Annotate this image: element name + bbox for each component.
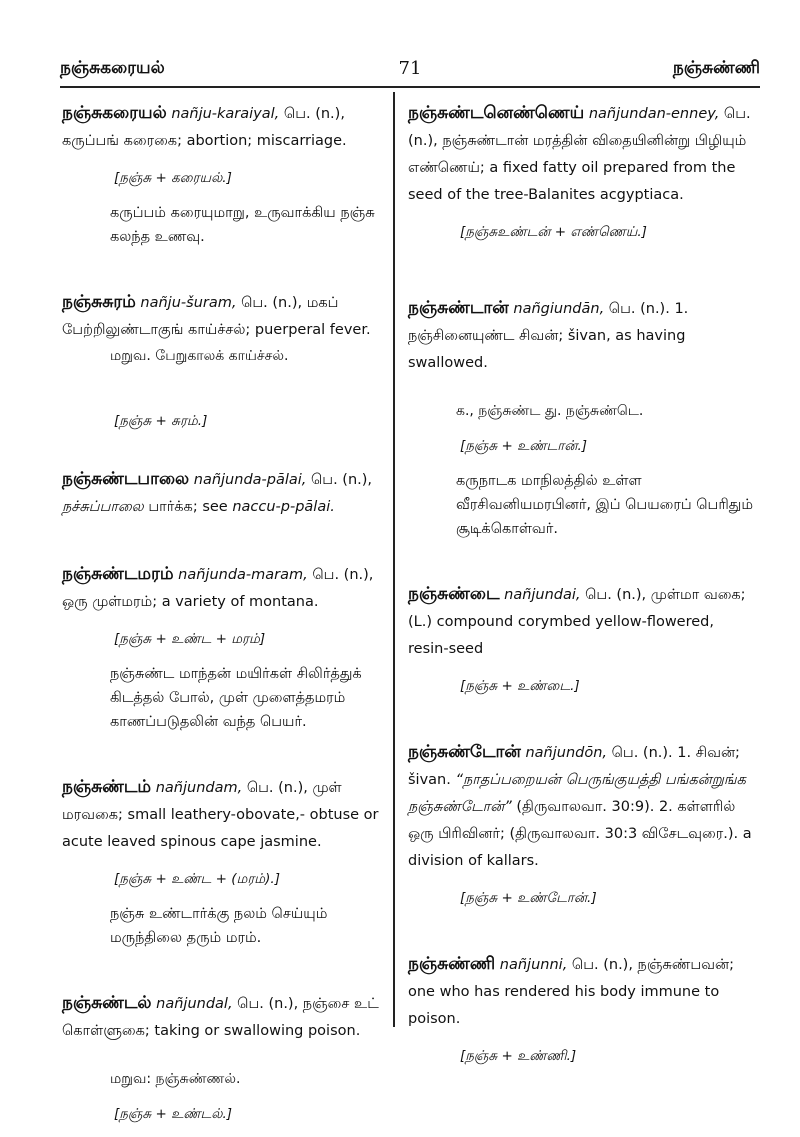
entry-definition: வகை; (L.) compound corymbed yellow-flowered, resin-seed bbox=[408, 587, 746, 657]
dictionary-entry bbox=[62, 774, 384, 950]
entry-see-also: naccu-p-pālai. bbox=[232, 499, 335, 515]
entry-definition: பார்க்க; see bbox=[143, 499, 233, 515]
entry-headword: நஞ்சுண்டனெண்ணெய் bbox=[408, 103, 585, 123]
dictionary-entry bbox=[62, 100, 384, 249]
entry-transliteration: nañjunda-maram, bbox=[178, 567, 308, 583]
entry-pos: பெ. (n.), bbox=[312, 567, 374, 583]
entry-definition: மரவகை; small leathery-obovate,- obtuse or acute leaved spinous cape jasmine. bbox=[62, 807, 379, 850]
entry-transliteration: nañjunni, bbox=[499, 957, 568, 973]
entry-pos: பெ. (n.), முள் bbox=[246, 780, 342, 796]
dictionary-entry bbox=[408, 739, 758, 909]
entry-definition: ஒரு முள்மரம்; a variety of montana. bbox=[62, 594, 319, 610]
entry-etymology: [நஞ்சு + உண்டல்.] bbox=[114, 1106, 233, 1122]
entry-etymology: [நஞ்சு + உண்ணி.] bbox=[460, 1048, 577, 1064]
right-column bbox=[408, 100, 758, 1079]
entry-headword: நஞ்சுசுரம் bbox=[62, 292, 136, 312]
dictionary-entry bbox=[408, 951, 758, 1067]
entry-pos: பெ. (n.), நஞ்சுண்பவன்; bbox=[571, 957, 734, 973]
entry-definition: 1. நஞ்சினையுண்ட சிவன்; šivan, as having swallowed. bbox=[408, 301, 689, 371]
entry-pos: பெ. (n.), முள்மா bbox=[585, 587, 700, 603]
entry-transliteration: nañjundan-enney, bbox=[588, 106, 720, 122]
entry-transliteration: nañjundal, bbox=[156, 996, 233, 1012]
entry-headword: நஞ்சுண்டான் bbox=[408, 298, 509, 318]
entry-pos: பெ. (n.). bbox=[611, 745, 673, 761]
entry-transliteration: nañju-šuram, bbox=[140, 295, 237, 311]
entry-pos: பெ. (n.). bbox=[608, 301, 670, 317]
entry-transliteration: nañgiundān, bbox=[513, 301, 605, 317]
entry-headword: நஞ்சுண்டோன் bbox=[408, 742, 521, 762]
entry-etymology: [நஞ்சுஉண்டன் + எண்ணெய்.] bbox=[460, 224, 647, 240]
entry-pos: பெ. (n.), மகப் bbox=[241, 295, 339, 311]
header-left-word: நஞ்சுகரையல் bbox=[60, 58, 165, 78]
entry-etymology: [நஞ்சு + உண்ட + மரம்] bbox=[114, 631, 266, 647]
header-right-word: நஞ்சுண்ணி bbox=[672, 58, 760, 78]
entry-definition: 1. சிவன்; šivan. bbox=[408, 745, 740, 788]
entry-headword: நஞ்சுண்டம் bbox=[62, 777, 152, 797]
entry-synonym: மறுவ: நஞ்சுண்ணல். bbox=[110, 1071, 241, 1087]
entry-definition: one who has rendered his body immune to poison. bbox=[408, 984, 720, 1027]
entry-synonym: க., நஞ்சுண்ட து. நஞ்சுண்டெ. bbox=[456, 403, 644, 419]
entry-pos: பெ. (n.), bbox=[311, 472, 373, 488]
entry-definition: நஞ்சுண்டான் மரத்தின் விதையினின்று பிழியும் எண்ணெய்; a fixed fatty oil prepared from the seed of the tree-Balanites acgyptiaca. bbox=[408, 133, 747, 203]
entry-etymology: [நஞ்சு + உண்டான்.] bbox=[460, 438, 588, 454]
dictionary-entry bbox=[62, 561, 384, 734]
entry-note: கருப்பம் கரையுமாறு, உருவாக்கிய நஞ்சு கலந்த உணவு. bbox=[110, 205, 375, 245]
entry-note: நஞ்சுண்ட மாந்தன் மயிர்கள் சிலிர்த்துக் கிடத்தல் போல், முள் முளைத்தமரம் காணப்படுதலின் வந்த பெயர். bbox=[110, 666, 362, 730]
entry-headword: நஞ்சுண்டை bbox=[408, 584, 500, 604]
entry-etymology: [நஞ்சு + உண்டை.] bbox=[460, 678, 580, 694]
entry-definition: கொள்ளுகை; taking or swallowing poison. bbox=[62, 1023, 361, 1039]
entry-transliteration: nañjundam, bbox=[155, 780, 243, 796]
entry-note: நஞ்சு உண்டார்க்கு நலம் செய்யும் மருந்திலை தரும் மரம். bbox=[110, 906, 328, 946]
entry-etymology: [நஞ்சு + கரையல்.] bbox=[114, 170, 232, 186]
page-number: 71 bbox=[398, 58, 422, 79]
entry-etymology: [நஞ்சு + சுரம்.] bbox=[114, 413, 208, 429]
entry-note: கருநாடக மாநிலத்தில் உள்ள வீரசிவனியமரபினர், இப் பெயரைப் பெரிதும் சூடிக்கொள்வர். bbox=[456, 473, 753, 537]
dictionary-entry bbox=[62, 289, 384, 432]
header-rule bbox=[60, 86, 760, 88]
entry-definition: பேற்றிலுண்டாகுங் காய்ச்சல்; puerperal fever. bbox=[62, 322, 371, 338]
entry-headword: நஞ்சுண்ணி bbox=[408, 954, 496, 974]
entry-etymology: [நஞ்சு + உண்ட + (மரம்).] bbox=[114, 871, 280, 887]
entry-headword: நஞ்சுண்டமரம் bbox=[62, 564, 174, 584]
entry-definition: கருப்பங் கரைகை; abortion; miscarriage. bbox=[62, 133, 347, 149]
entry-pos: பெ. (n.), bbox=[283, 106, 345, 122]
entry-transliteration: nañjundōn, bbox=[525, 745, 608, 761]
dictionary-entry bbox=[408, 100, 758, 243]
entry-headword: நஞ்சுண்டல் bbox=[62, 993, 152, 1013]
dictionary-entry bbox=[408, 295, 758, 541]
entry-definition-tamil: நச்சுப்பாலை bbox=[62, 499, 144, 515]
dictionary-entry bbox=[62, 990, 384, 1125]
entry-headword: நஞ்சுகரையல் bbox=[62, 103, 167, 123]
entry-quote: “நாதப்பறையன் பெருங்குயத்தி பங்கன்றுங்க நஞ்சுண்டோன்” bbox=[408, 772, 746, 815]
entry-etymology: [நஞ்சு + உண்டோன்.] bbox=[460, 890, 597, 906]
entry-definition-continued: (திருவாலவா. 30:9). 2. கள்ளரில் ஒரு பிரிவினர்; (திருவாலவா. 30:3 விசேடவுரை.). a division of kallars. bbox=[408, 799, 752, 869]
entry-transliteration: nañjundai, bbox=[504, 587, 581, 603]
entry-transliteration: nañju-karaiyal, bbox=[171, 106, 280, 122]
dictionary-entry bbox=[408, 581, 758, 697]
column-divider bbox=[393, 92, 395, 1027]
left-column bbox=[62, 100, 384, 1137]
dictionary-entry bbox=[62, 466, 384, 521]
entry-pos: பெ. (n.), நஞ்சை உட் bbox=[237, 996, 379, 1012]
entry-synonym: மறுவ. பேறுகாலக் காய்ச்சல். bbox=[110, 348, 289, 364]
entry-headword: நஞ்சுண்டபாலை bbox=[62, 469, 190, 489]
entry-transliteration: nañjunda-pālai, bbox=[193, 472, 307, 488]
entry-pos: பெ. (n.), bbox=[408, 106, 751, 149]
